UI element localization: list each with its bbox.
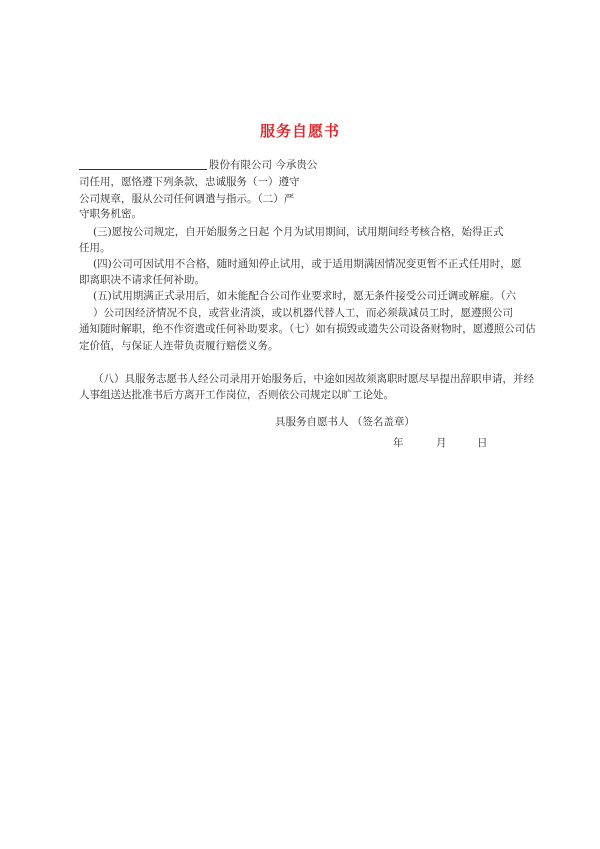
paragraph-line-7: (四)公司可因试用不合格，随时通知停止试用，或于适用期满因情况变更暂不正式任用时，愿 xyxy=(93,258,522,270)
signature-label: 具服务自愿书人 （签名盖章） xyxy=(275,416,415,428)
paragraph-line-14: 人事组送达批准书后方离开工作岗位，否则依公司规定以旷工论处。 xyxy=(79,389,394,401)
date-month: 月 xyxy=(436,437,447,449)
company-name-blank xyxy=(79,158,207,170)
date-day: 日 xyxy=(477,437,488,449)
document-title: 服务自愿书 xyxy=(259,122,340,140)
paragraph-line-4: 守职务机密。 xyxy=(79,208,142,220)
paragraph-line-12: 定价值，与保证人连带负责履行赔偿义务。 xyxy=(79,340,279,352)
date-year: 年 xyxy=(393,437,404,449)
paragraph-line-3: 公司规章，服从公司任何调遣与指示。（二）严 xyxy=(79,193,295,205)
paragraph-line-10: ）公司因经济情况不良，或营业清淡，或以机器代替人工，而必须裁减员工时，愿遵照公司 xyxy=(93,307,513,319)
paragraph-line-5: (三)愿按公司规定，自开始服务之日起 个月为试用期间，试用期间经考核合格，始得正式 xyxy=(93,226,504,238)
paragraph-line-2: 司任用，愿恪遵下列条款，忠诚服务（一）遵守 xyxy=(79,176,300,188)
line-text: 股份有限公司 今承贵公 xyxy=(209,159,318,171)
paragraph-line-8: 即离职决不请求任何补助。 xyxy=(79,274,205,286)
paragraph-line-13: （八）具服务志愿书人经公司录用开始服务后，中途如因故须离职时愿尽早提出辞职申请，并经 xyxy=(93,373,534,385)
paragraph-line-11: 通知随时解职，绝不作资遣或任何补助要求。（七）如有损毁或遗失公司设备财物时，愿遵照公司估 xyxy=(79,323,536,335)
paragraph-line-9: (五)试用期满正式录用后，如未能配合公司作业要求时，愿无条件接受公司迁调或解雇。（六 xyxy=(93,290,516,302)
paragraph-line-1 xyxy=(79,158,317,172)
paragraph-line-6: 任用。 xyxy=(79,242,111,254)
